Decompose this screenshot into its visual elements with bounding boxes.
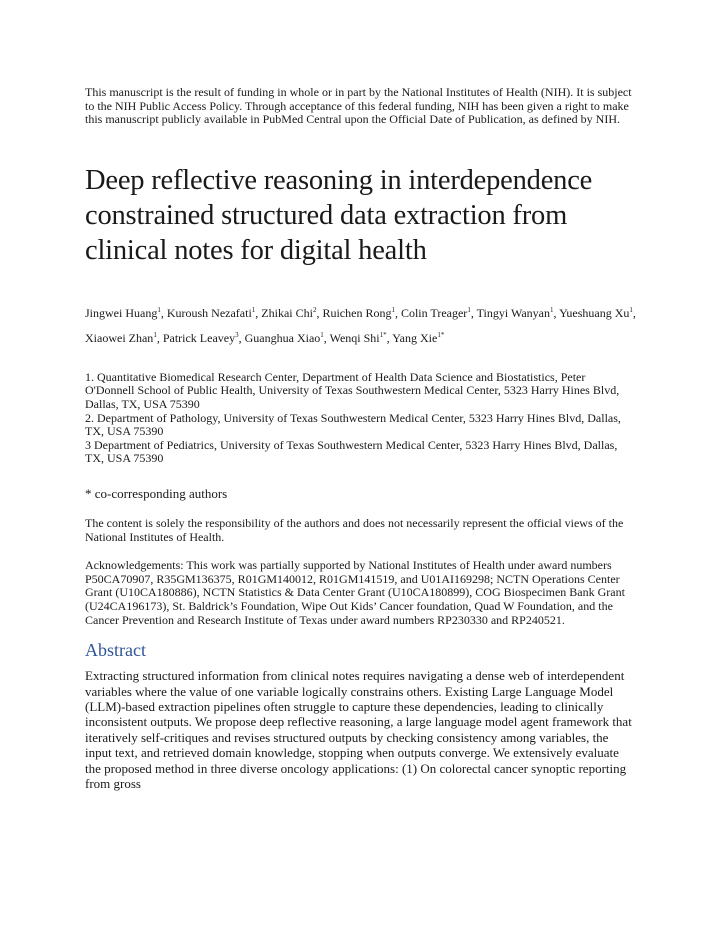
author-affiliation-mark: 3 <box>235 330 239 339</box>
author-name: Wenqi Shi <box>329 330 380 345</box>
author-name: Kuroush Nezafati <box>166 305 252 320</box>
affiliation-1: 1. Quantitative Biomedical Research Center, Department of Health Data Science and Biostatistics, Peter O'Donnell School of Public Health, University of Texas Southwestern Medical Center, 5323 Harry Hines Blvd, Dallas, TX, USA 75390 <box>85 369 620 411</box>
author-affiliation-mark: 1 <box>391 305 395 314</box>
author-name: Guanghua Xiao <box>244 330 321 345</box>
affiliation-3: 3 Department of Pediatrics, University of Texas Southwestern Medical Center, 5323 Harry Hines Blvd, Dallas, TX, USA 75390 <box>85 437 618 466</box>
author-affiliation-mark: 2 <box>312 305 317 314</box>
author-name: Yueshuang Xu <box>559 305 630 320</box>
author-affiliation-mark: 1* <box>437 330 445 339</box>
author-affiliation-mark: 1* <box>379 330 387 339</box>
author-name: Zhikai Chi <box>261 305 313 320</box>
author-affiliation-mark: 1 <box>467 305 471 314</box>
author-affiliation-mark: 1 <box>550 305 554 314</box>
corresponding-note: * co-corresponding authors <box>85 485 228 501</box>
disclaimer: The content is solely the responsibility of the authors and does not necessarily represent the official views of the National Institutes of Health. <box>85 515 624 544</box>
author-name: Colin Treager <box>400 305 468 320</box>
author-affiliation-mark: 1 <box>153 330 157 339</box>
abstract-heading: Abstract <box>85 640 146 661</box>
author-affiliation-mark: 1 <box>629 305 633 314</box>
affiliation-2: 2. Department of Pathology, University of Texas Southwestern Medical Center, 5323 Harry Hines Blvd, Dallas, TX, USA 75390 <box>85 410 621 439</box>
nih-notice: This manuscript is the result of funding in whole or in part by the National Institutes of Health (NIH). It is subject to the NIH Public Access Policy. Through acceptance of this federal funding, NIH has been given a right to make this manuscript publicly available in PubMed Central upon the Official Date of Publication, as defined by NIH. <box>85 85 632 127</box>
author-name: Jingwei Huang <box>85 305 158 320</box>
author-affiliation-mark: 1 <box>251 305 256 314</box>
abstract-text: Extracting structured information from clinical notes requires navigating a dense web of interdependent variables where the value of one variable logically constrains others. Existing Large Language Model (LLM)-based extraction pipelines often struggle to capture these dependencies, leading to clinically inconsistent outputs. We propose deep reflective reasoning, a large language model agent framework that iteratively self-critiques and revises structured outputs by checking consistency among variables, the input text, and retrieved domain knowledge, stopping when outputs converge. We extensively evaluate the proposed method in three diverse oncology applications: (1) On colorectal cancer synoptic reporting from gross <box>85 668 632 791</box>
author-name: Ruichen Rong <box>322 305 392 320</box>
author-list: Jingwei Huang$^1$, Kuroush Nezafati$^1$, Zhikai Chi$^2$, Ruichen Rong$^1$, Colin Treager$^1$, Tingyi Wanyan$^1$, Yueshuang Xu$^1$, Xiaowei Zhan$^1$, Patrick Leavey$^3$, Guanghua Xiao$^1$, Wenqi Shi$^{1*}$, Yang Xie$^{1*}$ <box>85 305 636 345</box>
author-affiliation-mark: 1 <box>320 330 324 339</box>
author-name: Tingyi Wanyan <box>476 305 550 320</box>
manuscript-page <box>85 86 637 791</box>
author-name: Xiaowei Zhan <box>85 330 154 345</box>
acknowledgements: Acknowledgements: This work was partially supported by National Institutes of Health under award numbers P50CA70907, R35GM136375, R01GM140012, R01GM141519, and U01AI169298; NCTN Operations Center Grant (U10CA180886), NCTN Statistics & Data Center Grant (U10CA180899), COG Biospecimen Bank Grant (U24CA196173), St. Baldrick’s Foundation, Wipe Out Kids’ Cancer foundation, Quad W Foundation, and the Cancer Prevention and Research Institute of Texas under award numbers RP230330 and RP240521. <box>85 558 625 627</box>
author-affiliation-mark: 1 <box>157 305 161 314</box>
author-name: Yang Xie <box>392 330 438 345</box>
affiliations <box>85 371 637 466</box>
author-name: Patrick Leavey <box>162 330 236 345</box>
paper-title: Deep reflective reasoning in interdependence constrained structured data extraction from clinical notes for digital health <box>85 164 593 266</box>
